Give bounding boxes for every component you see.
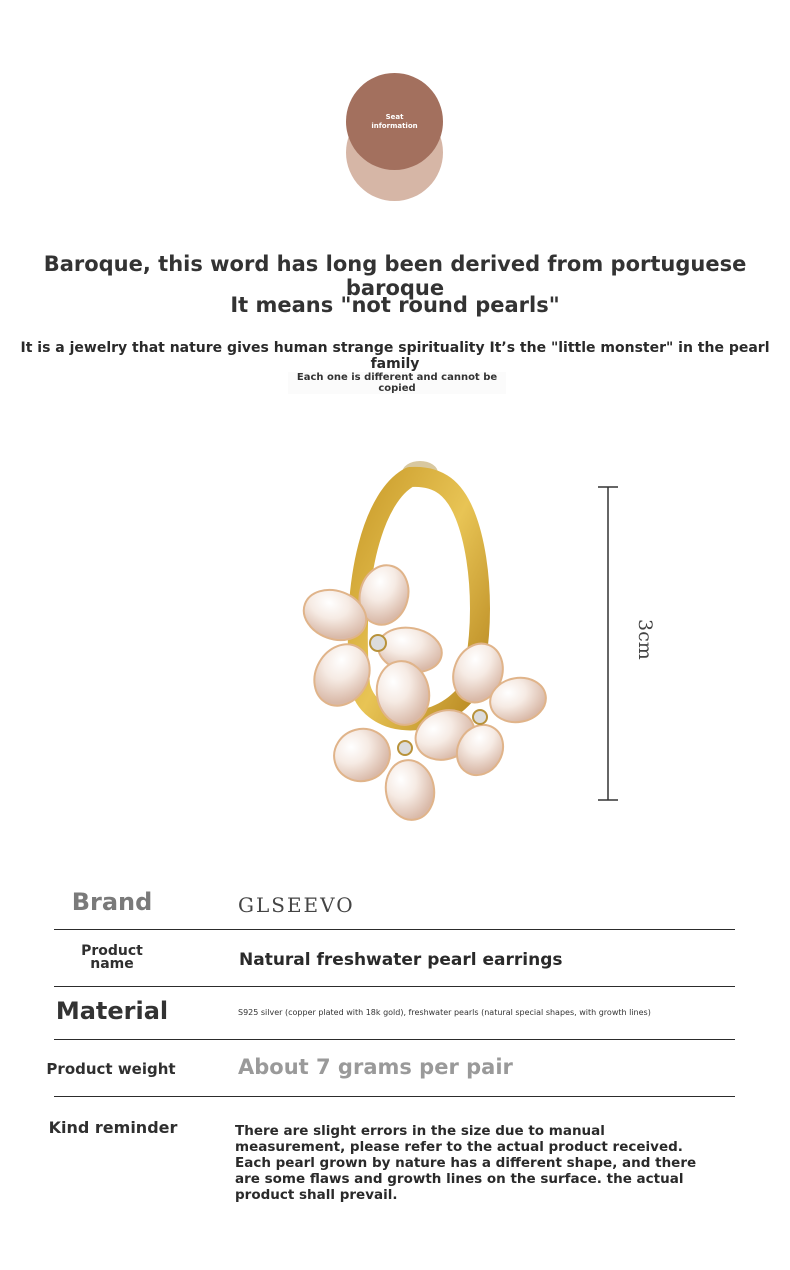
product-name-value: Natural freshwater pearl earrings — [239, 950, 563, 970]
brand-label: Brand — [71, 888, 153, 916]
divider-4 — [54, 1096, 735, 1097]
headline-not-round-pearls: It means "not round pearls" — [230, 293, 560, 317]
badge-line-2: information — [371, 121, 418, 130]
material-label: Material — [55, 997, 169, 1025]
product-name-label: Product name — [81, 943, 143, 972]
divider-2 — [54, 986, 735, 987]
headline-baroque: Baroque, this word has long been derived from portuguese baroque — [43, 252, 747, 300]
product-weight-label: Product weight — [46, 1060, 176, 1078]
divider-3 — [54, 1039, 735, 1040]
badge-line-1: Seat — [385, 112, 404, 121]
brand-value: GLSEEVO — [238, 893, 355, 917]
material-value: S925 silver (copper plated with 18k gold), freshwater pearls (natural special shapes, with growth lines) — [238, 1008, 651, 1017]
subline-spirituality: It is a jewelry that nature gives human strange spirituality It’s the "little monster" in the pearl family — [20, 340, 770, 372]
seat-information-badge — [346, 73, 443, 170]
unique-note: Each one is different and cannot be copied — [288, 372, 506, 394]
kind-reminder-value: There are slight errors in the size due to manual measurement, please refer to the actual product received. Each pearl grown by nature has a different shape, and there are some flaws and growth lines on the surface. the actual product shall prevail. — [235, 1123, 697, 1203]
divider-1 — [54, 929, 735, 930]
kind-reminder-label: Kind reminder — [48, 1118, 178, 1137]
size-measurement-bar — [590, 484, 670, 804]
pearl-earring-image — [280, 455, 570, 830]
product-weight-value: About 7 grams per pair — [238, 1055, 513, 1079]
measurement-label: 3cm — [634, 619, 656, 660]
